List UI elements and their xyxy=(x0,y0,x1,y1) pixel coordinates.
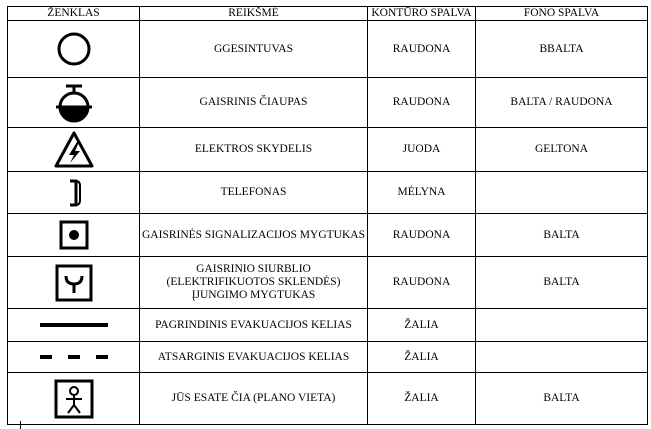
symbol-cell xyxy=(8,21,140,78)
symbol-cell xyxy=(8,342,140,373)
legend-table xyxy=(7,6,648,425)
symbol-cell xyxy=(8,78,140,128)
table-row xyxy=(8,373,648,425)
meaning-cell: PAGRINDINIS EVAKUACIJOS KELIAS xyxy=(140,309,368,342)
meaning-cell: ATSARGINIS EVAKUACIJOS KELIAS xyxy=(140,342,368,373)
dashed-line-icon xyxy=(39,352,109,362)
outline-color-cell: ŽALIA xyxy=(368,309,476,342)
solid-line-icon xyxy=(39,320,109,330)
text-cursor xyxy=(20,421,21,429)
table-row xyxy=(8,309,648,342)
you-are-here-icon xyxy=(52,377,96,421)
high-voltage-icon xyxy=(53,130,95,170)
background-color-cell: BALTA xyxy=(476,373,648,425)
meaning-cell: GAISRINIS ČIAUPAS xyxy=(140,78,368,128)
pump-button-icon xyxy=(54,263,94,303)
background-color-cell xyxy=(476,342,648,373)
meaning-cell xyxy=(140,257,368,309)
outline-color-cell: JUODA xyxy=(368,128,476,172)
header-symbol: ŽENKLAS xyxy=(8,7,140,21)
meaning-cell: GAISRINĖS SIGNALIZACIJOS MYGTUKAS xyxy=(140,214,368,257)
symbol-cell xyxy=(8,373,140,425)
header-background-color: FONO SPALVA xyxy=(476,7,648,21)
outline-color-cell: RAUDONA xyxy=(368,78,476,128)
meaning-cell: ELEKTROS SKYDELIS xyxy=(140,128,368,172)
meaning-cell: JŪS ESATE ČIA (PLANO VIETA) xyxy=(140,373,368,425)
outline-color-cell: RAUDONA xyxy=(368,214,476,257)
alarm-button-icon xyxy=(57,218,91,252)
outline-color-cell: ŽALIA xyxy=(368,373,476,425)
symbol-cell xyxy=(8,257,140,309)
background-color-cell: BBALTA xyxy=(476,21,648,78)
circle-icon xyxy=(54,29,94,69)
header-meaning: REIKŠMĖ xyxy=(140,7,368,21)
table-row xyxy=(8,172,648,214)
symbol-cell xyxy=(8,172,140,214)
outline-color-cell: MĖLYNA xyxy=(368,172,476,214)
meaning-line: GAISRINIO SIURBLIO xyxy=(196,263,311,275)
background-color-cell: BALTA / RAUDONA xyxy=(476,78,648,128)
background-color-cell: BALTA xyxy=(476,257,648,309)
meaning-cell: TELEFONAS xyxy=(140,172,368,214)
background-color-cell: GELTONA xyxy=(476,128,648,172)
symbol-cell xyxy=(8,309,140,342)
outline-color-cell: RAUDONA xyxy=(368,257,476,309)
table-row xyxy=(8,342,648,373)
outline-color-cell: RAUDONA xyxy=(368,21,476,78)
outline-color-cell: ŽALIA xyxy=(368,342,476,373)
background-color-cell: BALTA xyxy=(476,214,648,257)
meaning-line: ĮJUNGIMO MYGTUKAS xyxy=(191,289,316,301)
symbol-cell xyxy=(8,128,140,172)
table-row xyxy=(8,214,648,257)
header-row xyxy=(8,7,648,21)
telephone-icon xyxy=(62,176,86,210)
table-row xyxy=(8,78,648,128)
background-color-cell xyxy=(476,172,648,214)
fire-hydrant-icon xyxy=(52,81,96,125)
header-outline-color: KONTŪRO SPALVA xyxy=(368,7,476,21)
meaning-line: (ELEKTRIFIKUOTOS SKLENDĖS) xyxy=(166,276,341,288)
meaning-cell: GGESINTUVAS xyxy=(140,21,368,78)
symbol-cell xyxy=(8,214,140,257)
table-row xyxy=(8,257,648,309)
table-row xyxy=(8,21,648,78)
table-row xyxy=(8,128,648,172)
background-color-cell xyxy=(476,309,648,342)
